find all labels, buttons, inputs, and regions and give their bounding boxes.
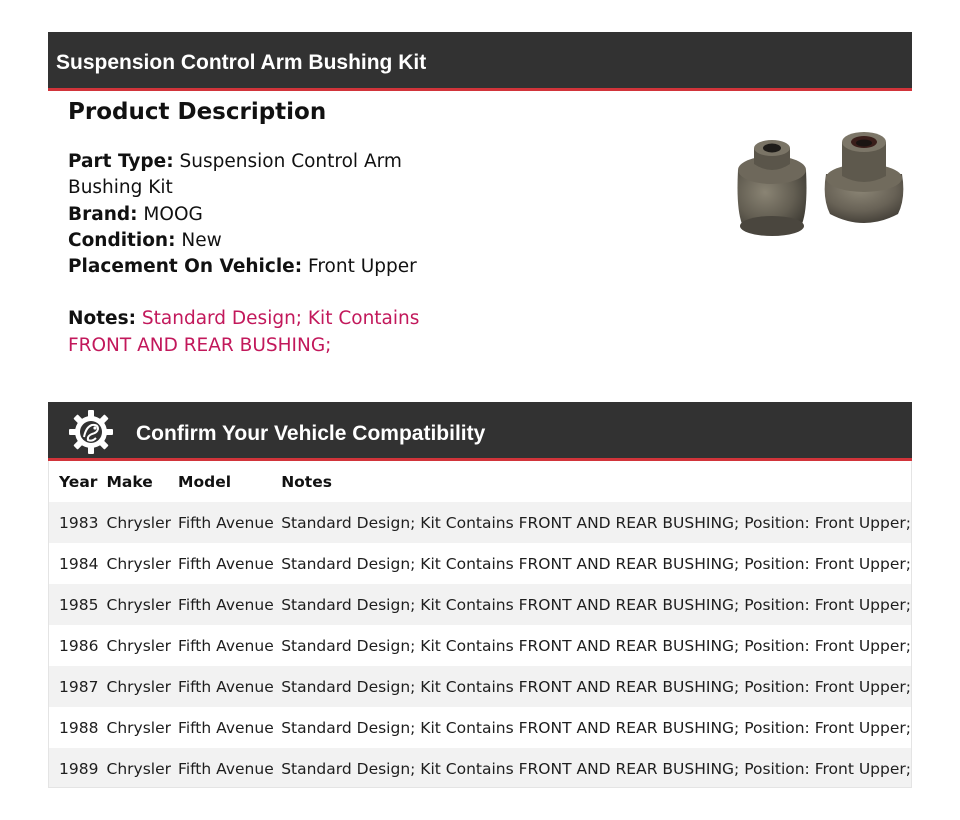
spec-label: Brand:: [68, 203, 138, 225]
compatibility-title: Confirm Your Vehicle Compatibility: [136, 422, 486, 445]
column-header-notes: Notes: [281, 472, 332, 491]
description-heading: Product Description: [68, 99, 327, 125]
table-row: [49, 584, 911, 625]
spec-label: Part Type:: [68, 151, 174, 172]
spec-value: New: [181, 229, 222, 251]
product-description: [68, 96, 428, 359]
cell-year: 1989: [59, 759, 99, 778]
cell-make: Chrysler: [106, 513, 171, 532]
cell-model: Fifth Avenue: [178, 718, 274, 737]
cell-year: 1984: [59, 554, 99, 573]
cell-year: 1988: [59, 718, 99, 737]
spec-list: [68, 149, 428, 280]
spec-value: MOOG: [143, 203, 203, 225]
spec-brand: [68, 202, 428, 228]
spec-label: Condition:: [68, 229, 176, 251]
cell-make: Chrysler: [106, 595, 171, 614]
table-row: [49, 543, 911, 584]
table-header-row: [49, 461, 911, 502]
spec-value: Suspension Control Arm Bushing Kit: [68, 151, 402, 199]
notes-value: Standard Design; Kit Contains FRONT AND REAR BUSHING;: [68, 308, 420, 356]
table-row: [49, 502, 911, 543]
cell-notes: Standard Design; Kit Contains FRONT AND REAR BUSHING; Position: Front Upper;: [281, 554, 911, 573]
spec-label: Placement On Vehicle:: [68, 256, 303, 278]
gear-icon: [68, 409, 114, 455]
cell-notes: Standard Design; Kit Contains FRONT AND REAR BUSHING; Position: Front Upper;: [281, 677, 911, 696]
cell-year: 1983: [59, 513, 99, 532]
cell-model: Fifth Avenue: [178, 636, 274, 655]
cell-notes: Standard Design; Kit Contains FRONT AND REAR BUSHING; Position: Front Upper;: [281, 718, 911, 737]
cell-make: Chrysler: [106, 554, 171, 573]
cell-year: 1985: [59, 595, 99, 614]
column-header-model: Model: [178, 472, 232, 491]
cell-model: Fifth Avenue: [178, 513, 274, 532]
compatibility-table: [48, 461, 912, 788]
cell-make: Chrysler: [106, 718, 171, 737]
cell-make: Chrysler: [106, 677, 171, 696]
compatibility-banner: [48, 402, 912, 461]
cell-model: Fifth Avenue: [178, 554, 274, 573]
spec-value: Front Upper: [308, 256, 417, 278]
notes: [68, 306, 428, 359]
table-row: [49, 666, 911, 707]
cell-model: Fifth Avenue: [178, 677, 274, 696]
spec-condition: [68, 228, 428, 254]
cell-model: Fifth Avenue: [178, 759, 274, 778]
spec-placement: [68, 254, 428, 280]
product-title: Suspension Control Arm Bushing Kit: [56, 51, 427, 74]
cell-model: Fifth Avenue: [178, 595, 274, 614]
cell-notes: Standard Design; Kit Contains FRONT AND REAR BUSHING; Position: Front Upper;: [281, 595, 911, 614]
cell-year: 1987: [59, 677, 99, 696]
table-row: [49, 625, 911, 666]
cell-make: Chrysler: [106, 759, 171, 778]
column-header-make: Make: [106, 472, 153, 491]
table-row: [49, 707, 911, 748]
cell-make: Chrysler: [106, 636, 171, 655]
notes-label: Notes:: [68, 308, 136, 330]
cell-notes: Standard Design; Kit Contains FRONT AND REAR BUSHING; Position: Front Upper;: [281, 759, 911, 778]
column-header-year: Year: [59, 472, 98, 491]
cell-notes: Standard Design; Kit Contains FRONT AND REAR BUSHING; Position: Front Upper;: [281, 636, 911, 655]
table-row: [49, 748, 911, 788]
product-title-banner: [48, 32, 912, 91]
spec-part-type: [68, 149, 428, 202]
cell-notes: Standard Design; Kit Contains FRONT AND REAR BUSHING; Position: Front Upper;: [281, 513, 911, 532]
product-image: [726, 128, 910, 240]
cell-year: 1986: [59, 636, 99, 655]
